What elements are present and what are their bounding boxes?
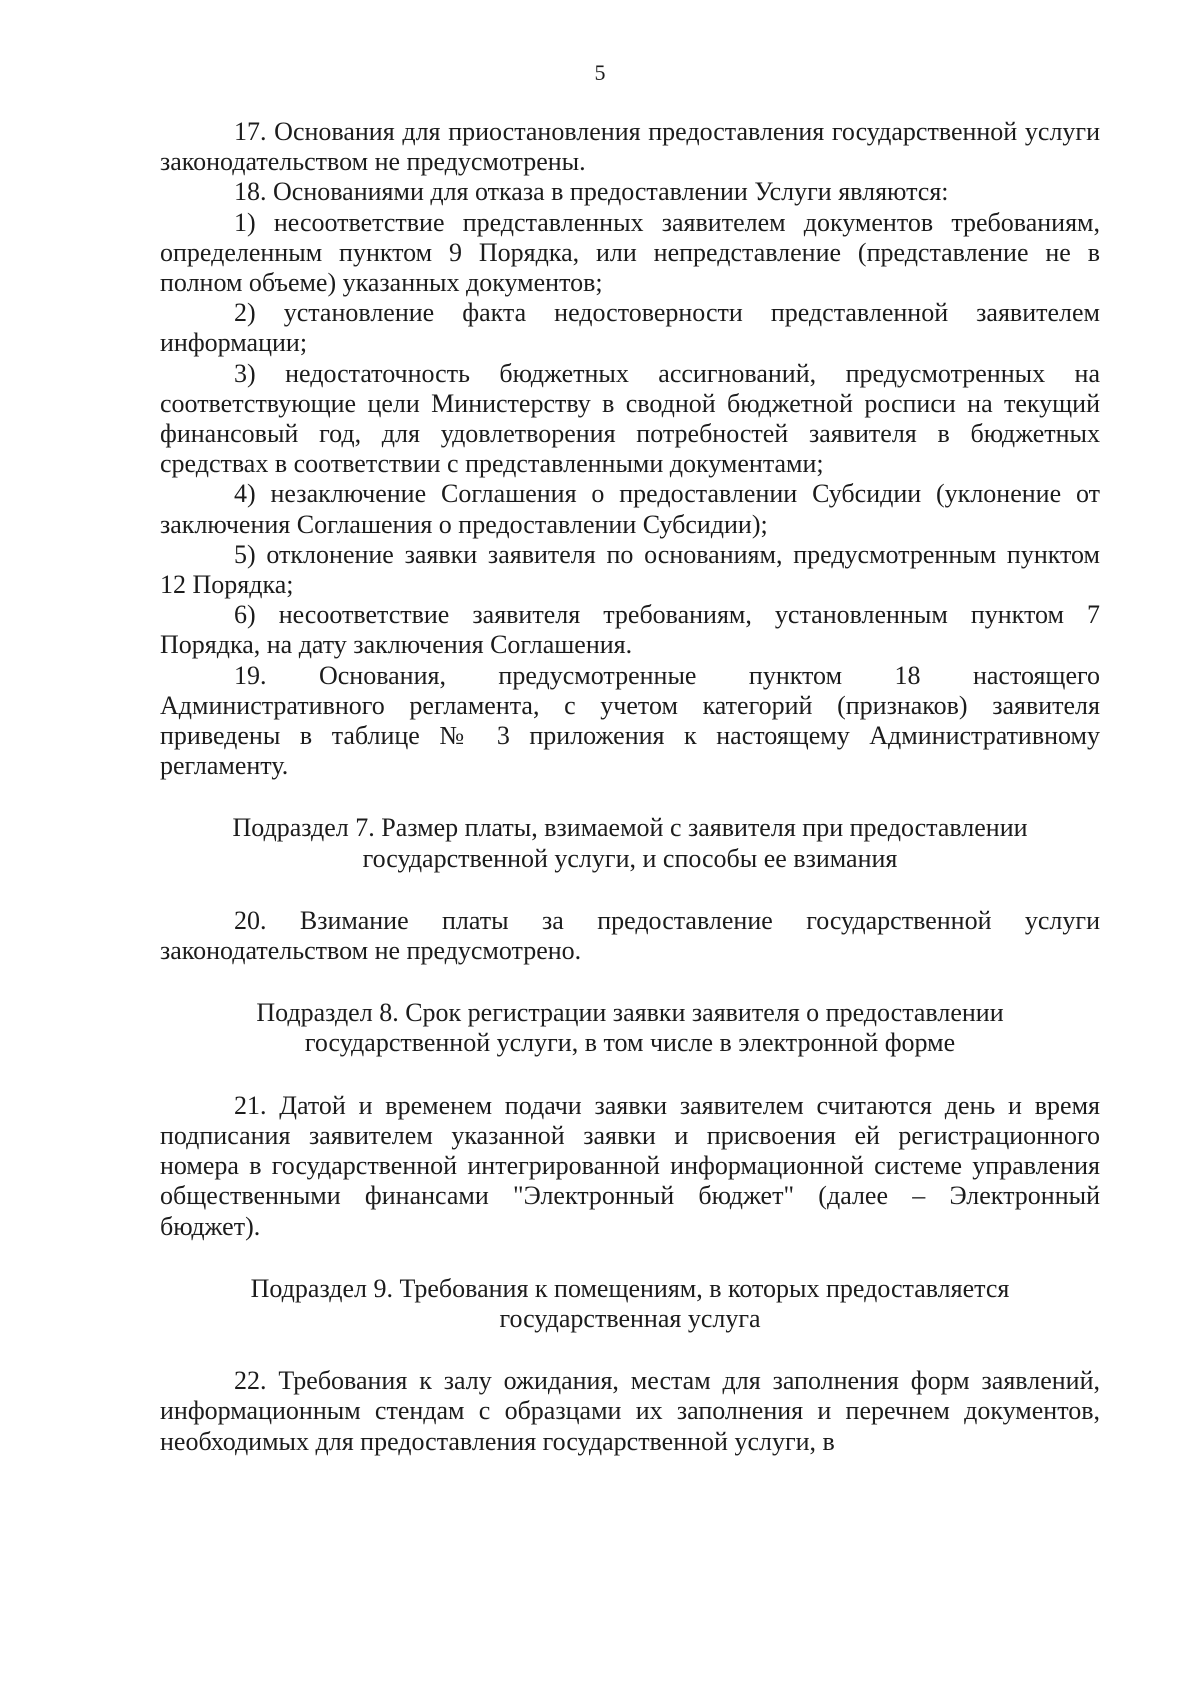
section-9-heading-line-1: Подраздел 9. Требования к помещениям, в которых предоставляется [250, 1273, 1010, 1303]
list-item-18-3: 3) недостаточность бюджетных ассигнований, предусмотренных на соответствующие цели Министерству в сводной бюджетной росписи на текущий финансовый год, для удовлетворения потребностей заявителя в бюджетных средствах в соответствии с представленными документами; [160, 358, 1100, 479]
paragraph-20: 20. Взимание платы за предоставление государственной услуги законодательством не предусмотрено. [160, 905, 1100, 966]
paragraph-19: 19. Основания, предусмотренные пунктом 18 настоящего Административного регламента, с учетом категорий (признаков) заявителя приведены в таблице № 3 приложения к настоящему Административному регламенту. [160, 660, 1100, 781]
paragraph-21: 21. Датой и временем подачи заявки заявителем считаются день и время подписания заявителем указанной заявки и присвоения ей регистрационного номера в государственной интегрированной информационной системе управления общественными финансами "Электронный бюджет" (далее – Электронный бюджет). [160, 1090, 1100, 1241]
list-item-18-1: 1) несоответствие представленных заявителем документов требованиям, определенным пунктом 9 Порядка, или непредставление (представление не в полном объеме) указанных документов; [160, 207, 1100, 298]
section-7-heading-line-1: Подраздел 7. Размер платы, взимаемой с заявителя при предоставлении [232, 813, 1028, 843]
list-item-18-5: 5) отклонение заявки заявителя по основаниям, предусмотренным пунктом 12 Порядка; [160, 539, 1100, 600]
page-content [160, 117, 1100, 1457]
list-item-18-2: 2) установление факта недостоверности представленной заявителем информации; [160, 298, 1100, 358]
list-item-18-4: 4) незаключение Соглашения о предоставлении Субсидии (уклонение от заключения Соглашения о предоставлении Субсидии); [160, 479, 1100, 539]
section-7-heading-line-2: государственной услуги, и способы ее взимания [362, 843, 898, 873]
section-8-heading-line-2: государственной услуги, в том числе в электронной форме [304, 1028, 956, 1058]
section-7-heading [160, 813, 1100, 873]
list-item-18-6: 6) несоответствие заявителя требованиям, установленным пунктом 7 Порядка, на дату заключения Соглашения. [160, 600, 1100, 660]
section-8-heading-line-1: Подраздел 8. Срок регистрации заявки заявителя о предоставлении [256, 998, 1004, 1028]
section-8-heading [160, 998, 1100, 1058]
paragraph-22: 22. Требования к залу ожидания, местам для заполнения форм заявлений, информационным стендам с образцами их заполнения и перечнем документов, необходимых для предоставления государственной услуги, в [160, 1366, 1100, 1456]
paragraph-17: 17. Основания для приостановления предоставления государственной услуги законодательством не предусмотрены. [160, 117, 1100, 177]
section-9-heading [160, 1274, 1100, 1334]
section-9-heading-line-2: государственная услуга [499, 1303, 761, 1333]
page-number: 5 [594, 60, 606, 85]
paragraph-18: 18. Основаниями для отказа в предоставлении Услуги являются: [234, 177, 949, 207]
